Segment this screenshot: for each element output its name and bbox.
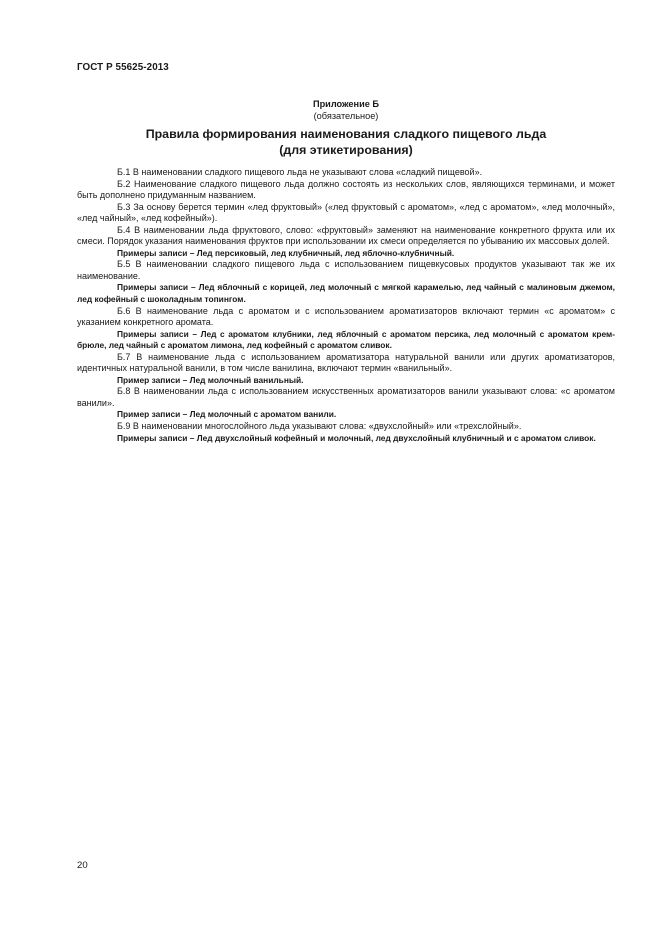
paragraph-b6: Б.6 В наименование льда с ароматом и с использованием ароматизаторов включают термин «с ароматом» с указанием конкретного аромата. bbox=[77, 305, 615, 328]
paragraph-b2: Б.2 Наименование сладкого пищевого льда должно состоять из нескольких слов, являющихся терминами, и может быть дополнено придуманным названием. bbox=[77, 178, 615, 201]
paragraph-b8: Б.8 В наименовании льда с использованием искусственных ароматизаторов ванили указывают слова: «с ароматом ванили». bbox=[77, 386, 615, 408]
annex-status: (обязательное) bbox=[313, 111, 379, 121]
page-number: 20 bbox=[77, 860, 88, 871]
paragraph-b5: Б.5 В наименовании сладкого пищевого льда с использованием пищевкусовых продуктов указывают так же их наименование. bbox=[77, 259, 615, 281]
annex-label: Приложение Б bbox=[312, 99, 380, 109]
example-b7: Пример записи – Лед молочный ванильный. bbox=[117, 374, 304, 385]
example-b9: Примеры записи – Лед двухслойный кофейный и молочный, лед двухслойный клубничный и с ароматом сливок. bbox=[117, 432, 596, 443]
paragraph-b9: Б.9 В наименовании многослойного льда указывают слова: «двухслойный» или «трехслойный». bbox=[117, 421, 522, 432]
example-b8: Пример записи – Лед молочный с ароматом ванили. bbox=[117, 409, 337, 420]
standard-header: ГОСТ Р 55625-2013 bbox=[77, 62, 169, 73]
document-title bbox=[77, 127, 615, 158]
example-b4: Примеры записи – Лед персиковый, лед клубничный, лед яблочно-клубничный. bbox=[117, 247, 455, 258]
paragraph-b3: Б.3 За основу берется термин «лед фруктовый» («лед фруктовый с ароматом», «лед с ароматом», «лед молочный», «лед чайный», «лед кофейный»). bbox=[77, 201, 615, 224]
title-line-1: Правила формирования наименования сладкого пищевого льда bbox=[145, 127, 547, 141]
document-body bbox=[77, 167, 615, 444]
annex-heading bbox=[77, 98, 615, 122]
title-line-2: (для этикетирования) bbox=[279, 142, 413, 157]
example-b6: Примеры записи – Лед с ароматом клубники, лед яблочный с ароматом персика, лед молочный с ароматом крем-брюле, лед чайный с ароматом лимона, лед кофейный с ароматом сливок. bbox=[77, 328, 615, 351]
paragraph-b7: Б.7 В наименование льда с использованием ароматизатора натуральной ванили или других ароматизаторов, идентичных натуральной ванили, в том числе ванилина, включают термин «ванильный». bbox=[77, 351, 615, 374]
example-b5: Примеры записи – Лед яблочный с корицей, лед молочный с мягкой карамелью, лед чайный с малиновым джемом, лед кофейный с шоколадным топингом. bbox=[77, 282, 615, 305]
paragraph-b1: Б.1 В наименовании сладкого пищевого льда не указывают слова «сладкий пищевой». bbox=[117, 167, 483, 177]
paragraph-b4: Б.4 В наименовании льда фруктового, слово: «фруктовый» заменяют на наименование конкретного фрукта или их смеси. Порядок указания наименования фруктов при использовании их смеси определяется по убыванию их массовых долей. bbox=[77, 224, 615, 247]
